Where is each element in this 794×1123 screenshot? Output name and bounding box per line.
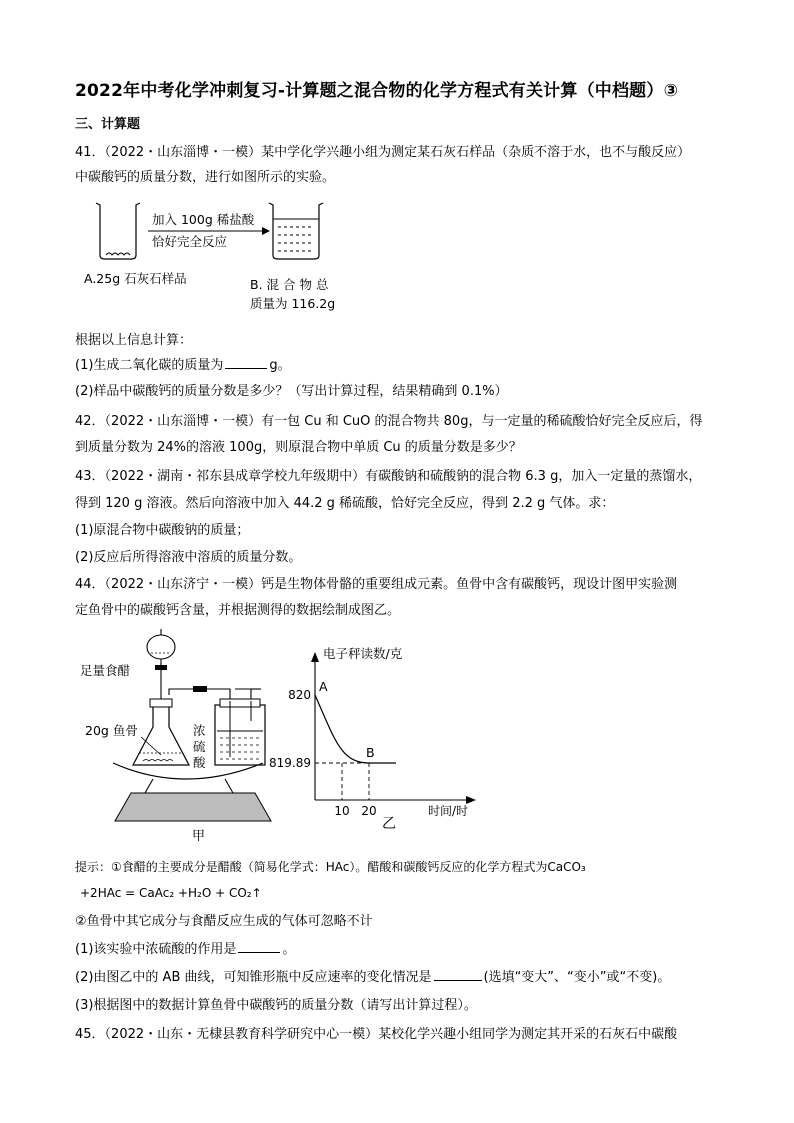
q43-sub2: (2)反应后所得溶液中溶质的质量分数。 (75, 550, 302, 565)
answer-blank[interactable] (225, 356, 267, 369)
q41-figure (80, 193, 360, 318)
x-axis-label: 时间/时 (428, 804, 469, 818)
curve-ab (315, 695, 396, 763)
arrow-label-bottom: 恰好完全反应 (152, 234, 228, 249)
limestone-sample (106, 253, 130, 255)
wash-bottle (215, 705, 265, 765)
label-b-line2: 质量为 116.2g (250, 296, 336, 311)
beaker-a (96, 203, 140, 259)
separatory-funnel (147, 635, 175, 659)
fishbone-label: 20g 鱼骨 (85, 723, 138, 738)
x-tick-label: 20 (361, 804, 377, 818)
acid-label-3: 酸 (193, 755, 206, 770)
q42-line2: 到质量分数为 24%的溶液 100g，则原混合物中单质 Cu 的质量分数是多少？ (75, 440, 522, 455)
apparatus-figure (75, 625, 290, 843)
y-tick-label: 820 (288, 688, 311, 702)
label-a: A.25g 石灰石样品 (84, 271, 187, 286)
q44-line2: 定鱼骨中的碳酸钙含量，并根据测得的数据绘制成图乙。 (75, 603, 401, 618)
mass-time-chart (269, 640, 498, 832)
q44-sub3: (3)根据图中的数据计算鱼骨中碳酸钙的质量分数（请写出计算过程）。 (75, 998, 477, 1013)
q41-intro: 根据以上信息计算： (75, 333, 193, 348)
answer-blank[interactable] (238, 940, 280, 953)
q41-line1: 41．（2022・山东淄博・一模）某中学化学兴趣小组为测定某石灰石样品（杂质不溶于水，也不与酸反应） (75, 145, 691, 160)
q44-sub2: (2)由图乙中的 AB 曲线，可知锥形瓶中反应速率的变化情况是 (选填“变大”、“变小”或“不变)。 (75, 970, 671, 985)
q41-line2: 中碳酸钙的质量分数，进行如图所示的实验。 (75, 170, 336, 185)
q42-line1: 42．（2022・山东淄博・一模）有一包 Cu 和 CuO 的混合物共 80g，与一定量的稀硫酸恰好完全反应后，得 (75, 414, 703, 429)
q44-line1: 44．（2022・山东济宁・一模）钙是生物体骨骼的重要组成元素。鱼骨中含有碳酸钙，现设计图甲实验测 (75, 577, 678, 592)
acid-label-2: 硫 (193, 739, 206, 754)
point-label-a: A (319, 679, 328, 694)
q43-line1: 43．（2022・湖南・祁东县成章学校九年级期中）有碳酸钠和硫酸钠的混合物 6.3 g，加入一定量的蒸馏水， (75, 469, 702, 484)
q41-sub1: (1)生成二氧化碳的质量为 g。 (75, 358, 291, 373)
y-axis-label: 电子秤读数/克 (323, 646, 403, 661)
point-label-b: B (366, 745, 375, 760)
q44-hint2: +2HAc = CaAc₂ +H₂O + CO₂↑ (80, 886, 262, 900)
acid-label-1: 浓 (193, 723, 206, 738)
page-title: 2022年中考化学冲刺复习-计算题之混合物的化学方程式有关计算（中档题）③ (75, 81, 679, 101)
q41-sub2: (2)样品中碳酸钙的质量分数是多少？（写出计算过程，结果精确到 0.1%） (75, 384, 508, 399)
q43-sub1: (1)原混合物中碳酸钠的质量； (75, 523, 250, 538)
q44-hint1: 提示：①食醋的主要成分是醋酸（简易化学式：HAc）。醋酸和碳酸钙反应的化学方程式为CaCO₃ (75, 860, 586, 874)
section-heading: 三、计算题 (75, 117, 141, 132)
q44-sub1: (1)该实验中浓硫酸的作用是 。 (75, 942, 296, 957)
conical-flask (133, 705, 189, 765)
x-tick-label: 10 (334, 804, 350, 818)
label-b-line1: B. 混 合 物 总 (250, 277, 329, 292)
figure-yi-caption: 乙 (382, 816, 396, 832)
figure-jia-caption: 甲 (192, 829, 206, 844)
q44-hint3: ②鱼骨中其它成分与食醋反应生成的气体可忽略不计 (75, 914, 373, 929)
answer-blank[interactable] (434, 968, 482, 981)
y-tick-label: 819.89 (269, 756, 311, 770)
vinegar-label: 足量食醋 (80, 663, 131, 678)
arrow-label-top: 加入 100g 稀盐酸 (152, 212, 255, 227)
q43-line2: 得到 120 g 溶液。然后向溶液中加入 44.2 g 稀硫酸，恰好完全反应，得到 2.2 g 气体。求： (75, 496, 615, 511)
q45-line1: 45．（2022・山东・无棣县教育科学研究中心一模）某校化学兴趣小组同学为测定其开采的石灰石中碳酸 (75, 1027, 678, 1042)
